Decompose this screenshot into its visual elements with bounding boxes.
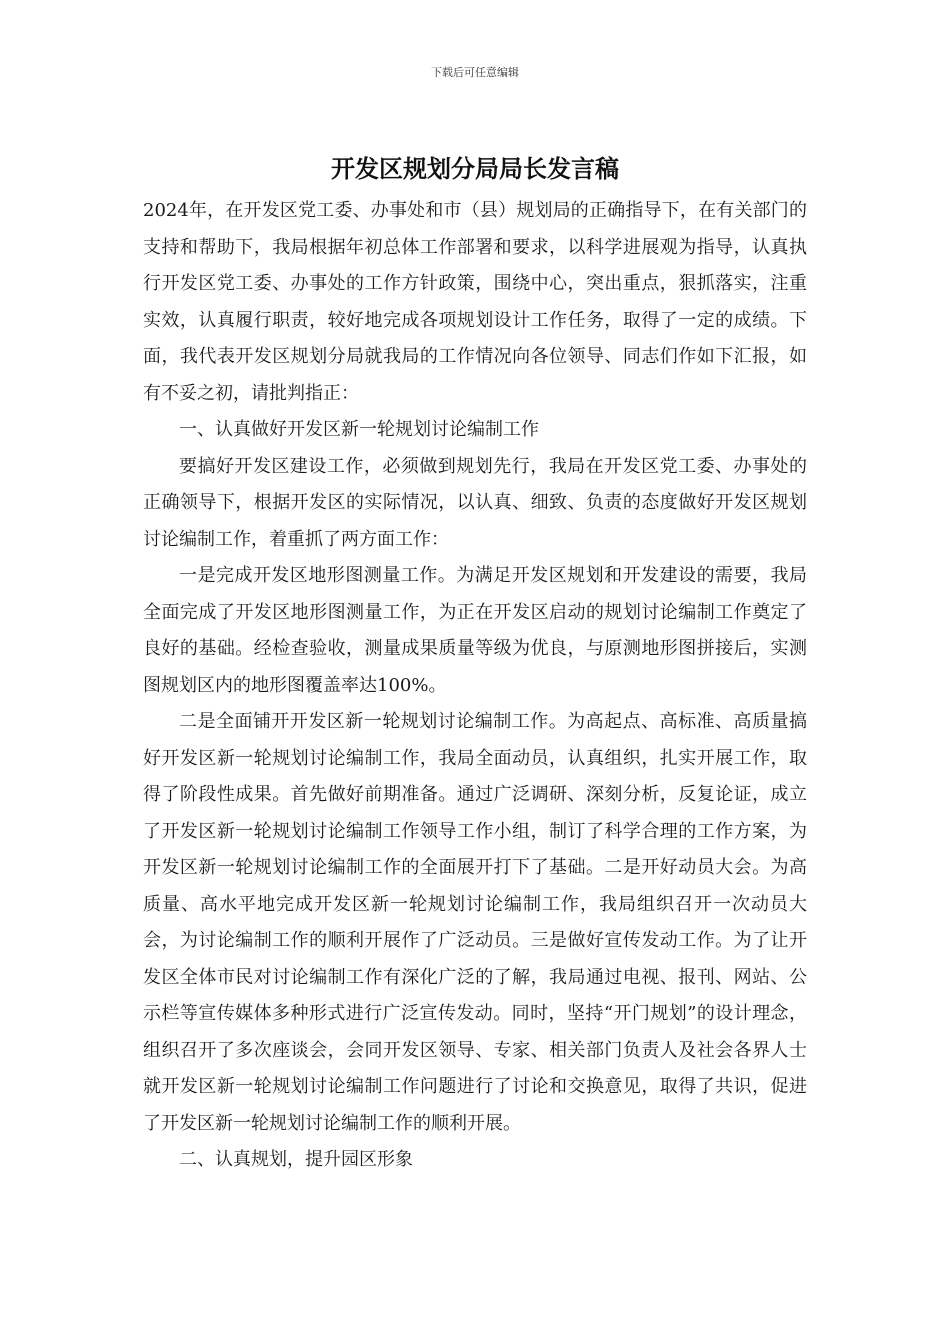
paragraph-topographic-survey: 一是完成开发区地形图测量工作。为满足开发区规划和开发建设的需要，我局全面完成了开发区地形图测量工作，为正在开发区启动的规划讨论编制工作奠定了良好的基础。经检查验收，测量成果质量等级为优良，与原测地形图拼接后，实测图规划区内的地形图覆盖率达100%。 <box>143 565 807 696</box>
paragraph-new-round-planning: 二是全面铺开开发区新一轮规划讨论编制工作。为高起点、高标准、高质量搞好开发区新一轮规划讨论编制工作，我局全面动员，认真组织，扎实开展工作，取得了阶段性成果。首先做好前期准备。通过广泛调研、深刻分析，反复论证，成立了开发区新一轮规划讨论编制工作领导工作小组，制订了科学合理的工作方案，为开发区新一轮规划讨论编制工作的全面展开打下了基础。二是开好动员大会。为高质量、高水平地完成开发区新一轮规划讨论编制工作，我局组织召开一次动员大会，为讨论编制工作的顺利开展作了广泛动员。三是做好宣传发动工作。为了让开发区全体市民对讨论编制工作有深化广泛的了解，我局通过电视、报刊、网站、公示栏等宣传媒体多种形式进行广泛宣传发动。同时，坚持“开门规划”的设计理念，组织召开了多次座谈会，会同开发区领导、专家、相关部门负责人及社会各界人士就开发区新一轮规划讨论编制工作问题进行了讨论和交换意见，取得了共识，促进了开发区新一轮规划讨论编制工作的顺利开展。 <box>143 711 807 1134</box>
section-heading-2: 二、认真规划，提升园区形象 <box>179 1149 413 1170</box>
document-body <box>143 193 807 1179</box>
paragraph-intro: 2024年，在开发区党工委、办事处和市（县）规划局的正确指导下，在有关部门的支持和帮助下，我局根据年初总体工作部署和要求，以科学进展观为指导，认真执行开发区党工委、办事处的工作方针政策，围绕中心，突出重点，狠抓落实，注重实效，认真履行职责，较好地完成各项规划设计工作任务，取得了一定的成绩。下面，我代表开发区规划分局就我局的工作情况向各位领导、同志们作如下汇报，如有不妥之初，请批判指正： <box>143 200 807 404</box>
paragraph-planning-first: 要搞好开发区建设工作，必须做到规划先行，我局在开发区党工委、办事处的正确领导下，根据开发区的实际情况，以认真、细致、负责的态度做好开发区规划讨论编制工作，着重抓了两方面工作： <box>143 455 807 550</box>
header-note: 下载后可任意编辑 <box>431 66 519 79</box>
document-title: 开发区规划分局局长发言稿 <box>331 154 619 183</box>
section-heading-1: 一、认真做好开发区新一轮规划讨论编制工作 <box>179 419 539 440</box>
